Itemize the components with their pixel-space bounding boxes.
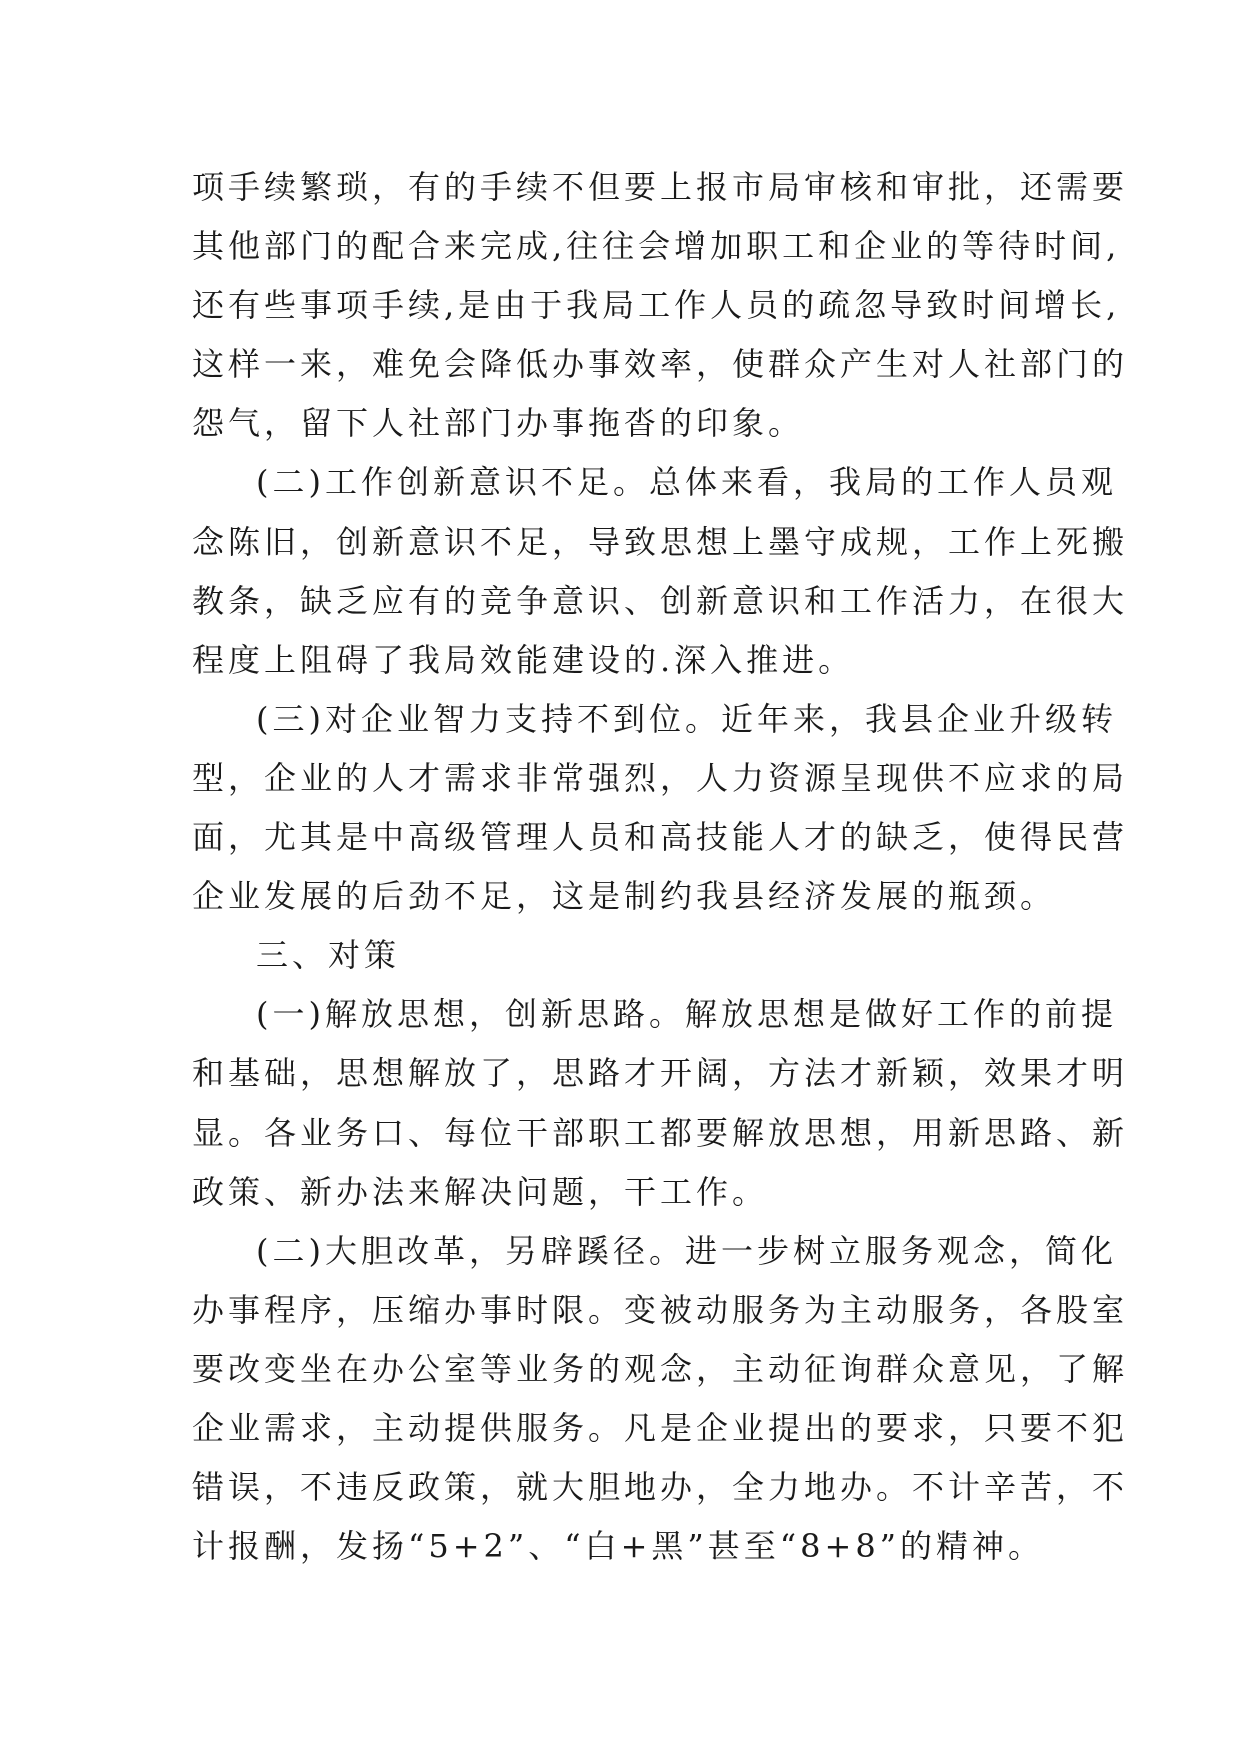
text-line: 怨气，留下人社部门办事拖沓的印象。 (192, 404, 805, 443)
text-line: 念陈旧，创新意识不足，导致思想上墨守成规，工作上死搬 (192, 522, 1129, 561)
text-line: 政策、新办法来解决问题，干工作。 (192, 1172, 769, 1211)
text-line: 要改变坐在办公室等业务的观念，主动征询群众意见，了解 (192, 1349, 1129, 1388)
paragraph-start-line: (一)解放思想，创新思路。解放思想是做好工作的前提 (256, 995, 1117, 1034)
text-line: 型，企业的人才需求非常强烈，人力资源呈现供不应求的局 (192, 758, 1129, 797)
document-body (192, 158, 1129, 1576)
text-line: 和基础，思想解放了，思路才开阔，方法才新颖，效果才明 (192, 1054, 1129, 1093)
text-line: 显。各业务口、每位干部职工都要解放思想，用新思路、新 (192, 1113, 1129, 1152)
text-line: 企业需求，主动提供服务。凡是企业提出的要求，只要不犯 (192, 1408, 1129, 1447)
text-line: 计报酬，发扬“5+2”、“白+黑”甚至“8+8”的精神。 (192, 1527, 1045, 1566)
text-line: 教条，缺乏应有的竞争意识、创新意识和工作活力，在很大 (192, 581, 1129, 620)
text-line: 办事程序，压缩办事时限。变被动服务为主动服务，各股室 (192, 1290, 1129, 1329)
paragraph-start-line: (二)大胆改革，另辟蹊径。进一步树立服务观念，简化 (256, 1231, 1117, 1270)
paragraph-start-line: (二)工作创新意识不足。总体来看，我局的工作人员观 (256, 463, 1117, 502)
text-line: 这样一来，难免会降低办事效率，使群众产生对人社部门的 (192, 345, 1129, 384)
paragraph-start-line: (三)对企业智力支持不到位。近年来，我县企业升级转 (256, 699, 1117, 738)
text-line: 错误，不违反政策，就大胆地办，全力地办。不计辛苦，不 (192, 1468, 1129, 1507)
text-line: 项手续繁琐，有的手续不但要上报市局审核和审批，还需要 (192, 168, 1129, 206)
text-line: 企业发展的后劲不足，这是制约我县经济发展的瓶颈。 (192, 877, 1057, 916)
text-line: 面，尤其是中高级管理人员和高技能人才的缺乏，使得民营 (192, 818, 1129, 857)
text-line: 其他部门的配合来完成,往往会增加职工和企业的等待时间, (192, 227, 1121, 266)
section-heading: 三、对策 (256, 936, 401, 975)
text-line: 还有些事项手续,是由于我局工作人员的疏忽导致时间增长, (192, 286, 1121, 325)
text-line: 程度上阻碍了我局效能建设的.深入推进。 (192, 640, 855, 679)
